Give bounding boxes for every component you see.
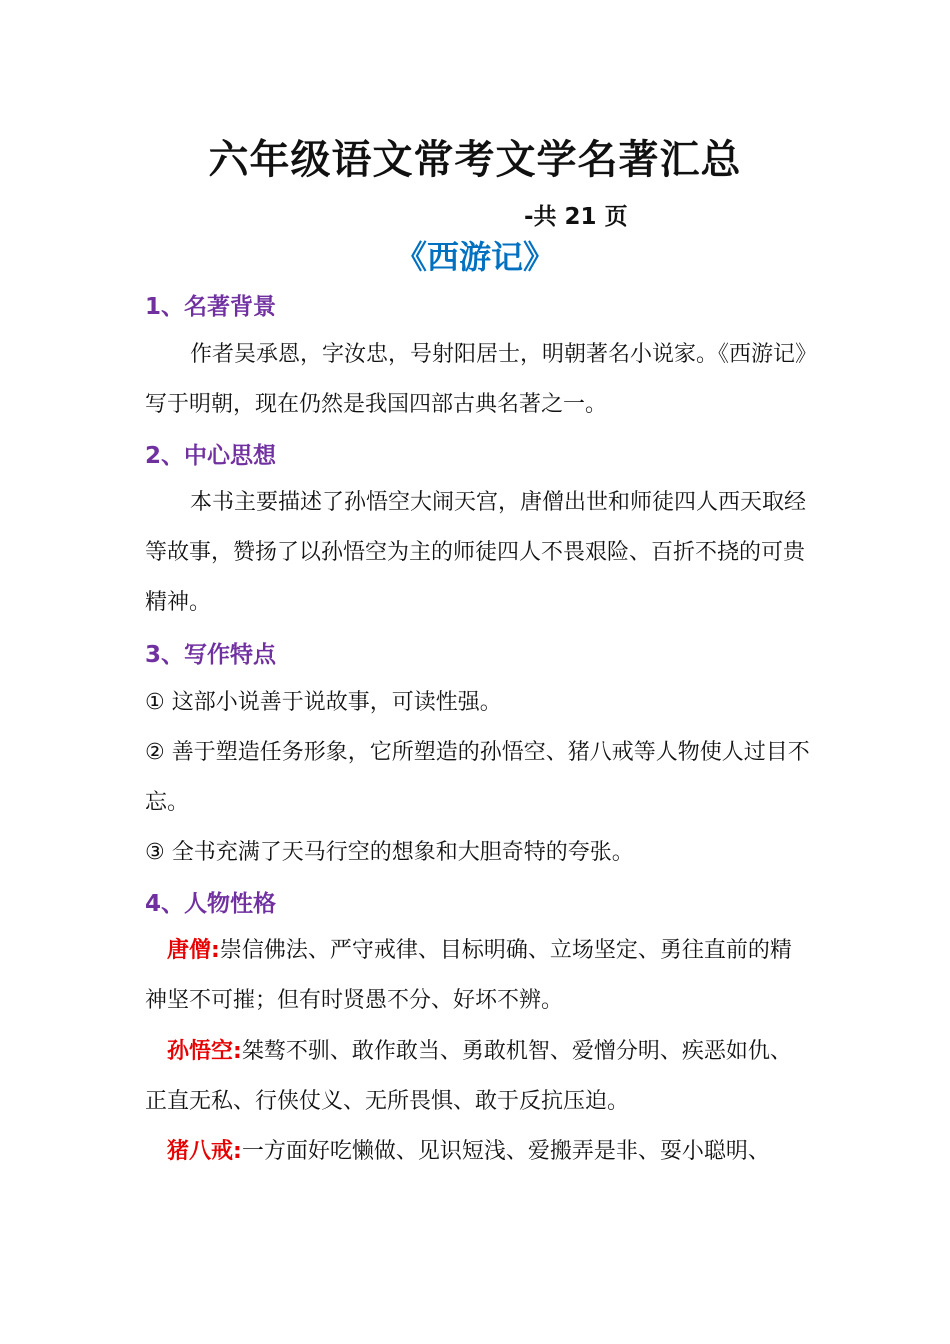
character-name: 猪八戒: [167, 1139, 242, 1164]
section-heading-central-idea: 2、中心思想 [145, 443, 277, 469]
character-entry-zhubajie [145, 1127, 810, 1177]
character-name: 唐僧: [167, 938, 220, 963]
character-description: 桀骜不驯、敢作敢当、勇敢机智、爱憎分明、疾恶如仇、正直无私、行侠仗义、无所畏惧、敢于反抗压迫。 [145, 1039, 792, 1114]
character-name: 孙悟空: [167, 1039, 242, 1064]
character-description: 一方面好吃懒做、见识短浅、爱搬弄是非、耍小聪明、 [241, 1139, 770, 1164]
page-title: 六年级语文常考文学名著汇总 [208, 137, 742, 183]
section-text-background: 作者吴承恩，字汝忠，号射阳居士，明朝著名小说家。《西游记》写于明朝，现在仍然是我国四部古典名著之一。 [145, 342, 807, 417]
list-item: ② 善于塑造任务形象，它所塑造的孙悟空、猪八戒等人物使人过目不忘。 [145, 740, 810, 815]
section-heading-characters: 4、人物性格 [145, 891, 277, 917]
list-item: ③ 全书充满了天马行空的想象和大胆奇特的夸张。 [145, 840, 634, 865]
page-count-note: -共 21 页 [524, 204, 628, 230]
character-entry-sunwukong [145, 1027, 810, 1127]
character-entry-tangseng [145, 926, 810, 1026]
section-text-central-idea: 本书主要描述了孙悟空大闹天宫，唐僧出世和师徒四人西天取经等故事，赞扬了以孙悟空为主的师徒四人不畏艰险、百折不挠的可贵精神。 [145, 490, 807, 615]
section-heading-writing-features: 3、写作特点 [145, 642, 277, 668]
section-heading-background: 1、名著背景 [145, 294, 277, 320]
list-item: ① 这部小说善于说故事，可读性强。 [145, 690, 502, 715]
character-description: 崇信佛法、严守戒律、目标明确、立场坚定、勇往直前的精神坚不可摧；但有时贤愚不分、好坏不辨。 [145, 938, 792, 1013]
book-title: 《西游记》 [394, 238, 555, 276]
